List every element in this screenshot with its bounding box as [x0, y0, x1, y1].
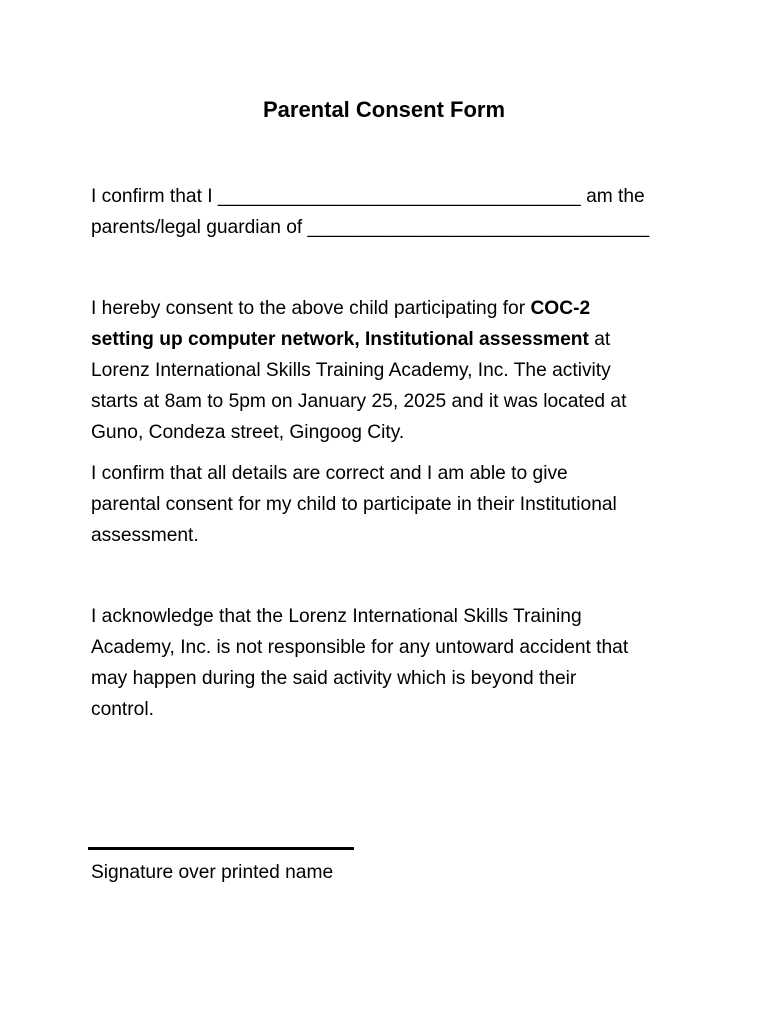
consent-line-2-bold: setting up computer network, Institutional assessment: [91, 329, 589, 350]
consent-line-1-bold: COC-2: [530, 298, 591, 319]
consent-line-1-text: I hereby consent to the above child participating for: [91, 298, 531, 319]
consent-paragraph: [91, 293, 691, 448]
details-line-1: I confirm that all details are correct and I am able to give: [91, 463, 568, 484]
acknowledge-line-2: Academy, Inc. is not responsible for any untoward accident that: [91, 637, 629, 658]
consent-line-4: starts at 8am to 5pm on January 25, 2025 and it was located at: [91, 391, 627, 412]
confirm-line-2-prefix: parents/legal guardian of: [91, 217, 308, 238]
consent-line-3: Lorenz International Skills Training Academy, Inc. The activity: [91, 360, 611, 381]
parent-name-blank: __________________________________: [217, 186, 581, 207]
consent-line-2-text: at: [588, 329, 611, 350]
signature-label: Signature over printed name: [91, 862, 334, 883]
confirm-paragraph: [91, 181, 691, 243]
acknowledge-line-3: may happen during the said activity which is beyond their: [91, 668, 577, 689]
details-line-3: assessment.: [91, 525, 199, 546]
details-paragraph: [91, 458, 691, 551]
page-title: Parental Consent Form: [262, 97, 506, 122]
acknowledge-line-1: I acknowledge that the Lorenz International Skills Training: [91, 606, 582, 627]
confirm-line-1: [91, 181, 691, 212]
signature-line: [88, 847, 354, 850]
child-name-blank: ________________________________: [307, 217, 650, 238]
consent-line-2: [91, 324, 691, 355]
confirm-line-1-prefix: I confirm that I: [91, 186, 218, 207]
details-line-2: parental consent for my child to participate in their Institutional: [91, 494, 617, 515]
confirm-line-1-suffix: am the: [580, 186, 645, 207]
acknowledge-paragraph: [91, 601, 691, 725]
consent-line-5: Guno, Condeza street, Gingoog City.: [91, 422, 405, 443]
acknowledge-line-4: control.: [91, 699, 154, 720]
consent-line-1: [91, 293, 691, 324]
confirm-line-2: [91, 212, 691, 243]
